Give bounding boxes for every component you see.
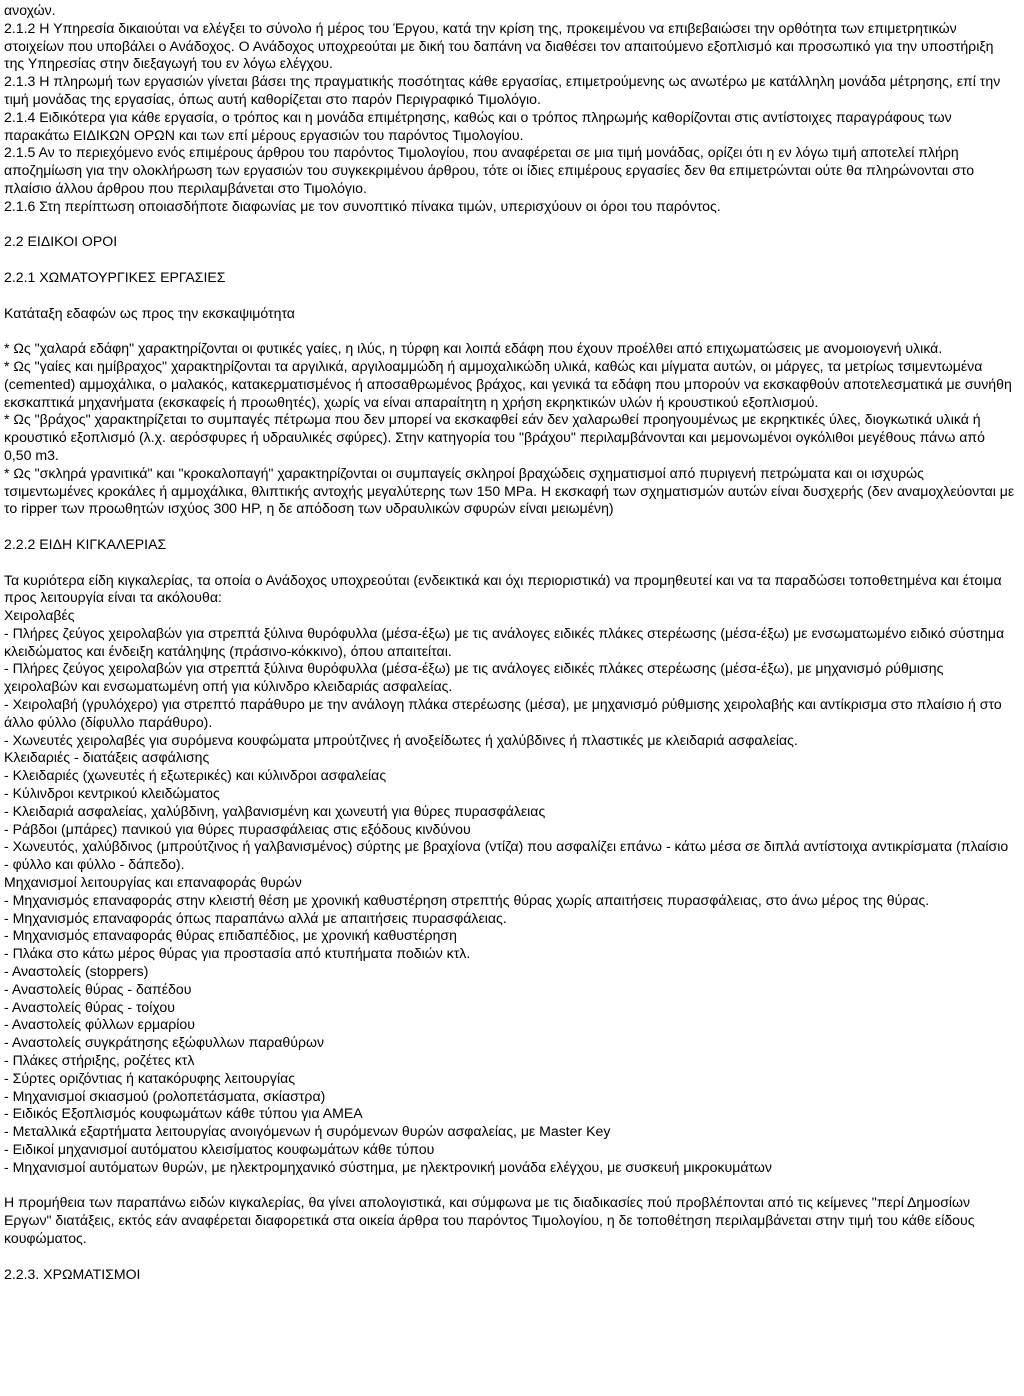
clause-2-1-3: 2.1.3 Η πληρωμή των εργασιών γίνεται βάσει της πραγματικής ποσότητας κάθε εργασίας, επιμετρούμενης ως ανωτέρω με κατάλληλη μονάδα μέτρησης, επί την τιμή μονάδας της εργασίας, όπως αυτή καθορίζεται στο παρόν Περιγραφικό Τιμολόγιο. <box>4 73 1001 107</box>
section-heading-earthworks: 2.2.1 ΧΩΜΑΤΟΥΡΓΙΚΕΣ ΕΡΓΑΣΙΕΣ <box>4 268 226 285</box>
text-line: ανοχών. <box>4 2 56 18</box>
clause-2-1-4: 2.1.4 Ειδικότερα για κάθε εργασία, ο τρόπος και η μονάδα επιμέτρησης, καθώς και ο τρόπος πληρωμής καθορίζονται στις αντίστοιχες παραγράφους των παρακάτω ΕΙΔΙΚΩΝ ΟΡΩΝ και των επί μέρους εργασιών του παρόντος Τιμολογίου. <box>4 108 952 143</box>
list-item: - Κλειδαριά ασφαλείας, χαλύβδινη, γαλβανισμένη και χωνευτή για θύρες πυρασφάλειας <box>4 802 546 819</box>
spacer <box>4 518 1016 536</box>
hardware-category-handles: Χειρολαβές <box>4 607 75 624</box>
list-item: - Πλάκα στο κάτω μέρος θύρας για προστασία από κτυπήματα ποδιών κτλ. <box>4 945 471 962</box>
spacer <box>4 287 1016 305</box>
clause-2-1-2: 2.1.2 Η Υπηρεσία δικαιούται να ελέγξει το σύνολο ή μέρος του Έργου, κατά την κρίση της, προκειμένου να επιβεβαιώσει την ορθότητα των επιμετρητικών στοιχείων που υποβάλει ο Ανάδοχος. Ο Ανάδοχος υποχρεούται με δική του δαπάνη να διαθέσει τον απαιτούμενο εξοπλισμό και προσωπικό για την υποστήριξη της Υπηρεσίας στην διεξαγωγή του εν λόγω ελέγχου. <box>4 19 994 72</box>
section-heading-hardware: 2.2.2 ΕΙΔΗ ΚΙΓΚΑΛΕΡΙΑΣ <box>4 535 167 552</box>
spacer <box>4 554 1016 572</box>
list-item: - Μηχανισμοί σκιασμού (ρολοπετάσματα, σκίαστρα) <box>4 1087 326 1104</box>
spacer <box>4 251 1016 269</box>
section-heading-special-terms: 2.2 ΕΙΔΙΚΟΙ ΟΡΟΙ <box>4 233 118 250</box>
hardware-intro: Τα κυριότερα είδη κιγκαλερίας, τα οποία ο Ανάδοχος υποχρεούται (ενδεικτικά και όχι περιοριστικά) να προμηθευτεί και να τα παραδώσει τοποθετημένα και έτοιμα προς λειτουργία είναι τα ακόλουθα: <box>4 571 1002 606</box>
soil-rock: * Ως "βράχος" χαρακτηρίζεται το συμπαγές πέτρωμα που δεν μπορεί να εκσκαφθεί εάν δεν χαλαρωθεί προηγουμένως με εκρηκτικές ύλες, διογκωτικά υλικά ή κρουστικό εξοπλισμό (λ.χ. αερόσφυρες ή υδραυλικές σφύρες). Στην κατηγορία του "βράχου" περιλαμβάνονται και μεμονωμένοι ογκόλιθοι μεγέθους πάνω από 0,50 m3. <box>4 411 985 463</box>
spacer <box>4 1248 1016 1266</box>
subheading-classification: Κατάταξη εδαφών ως προς την εκσκαψιμότητα <box>4 304 295 321</box>
soil-granite: * Ως "σκληρά γρανιτικά" και "κροκαλοπαγή" χαρακτηρίζονται οι συμπαγείς σκληροί βραχώδεις σχηματισμοί από πυριγενή πετρώματα και οι ισχυρώς τσιμεντωμένες κροκάλες ή αμμοχάλικα, θλιπτικής αντοχής μεγαλύτερης των 150 MPa. Η εκσκαφή των σχηματισμών αυτών είναι δυσχερής (δεν αναμοχλεύονται με το ripper των προωθητών ισχύος 300 HP, η δε απόδοση των υδραυλικών σφυρών είναι μειωμένη) <box>4 464 1015 517</box>
soil-semirock: * Ως "γαίες και ημίβραχος" χαρακτηρίζονται τα αργιλικά, αργιλοαμμώδη ή αμμοχαλικώδη υλικά, καθώς και μίγματα αυτών, οι μάργες, τα μετρίως τσιμεντωμένα (cemented) αμμοχάλικα, ο μαλακός, κατακερματισμένος ή αποσαθρωμένος βράχος, και γενικά τα εδάφη που μπορούν να εκσκαφθούν αποτελεσματικά με συνήθη εκσκαπτικά μηχανήματα (εκσκαφείς ή προωθητές), χωρίς να είναι απαραίτητη η χρήση εκρηκτικών υλών ή κρουστικού εξοπλισμού. <box>4 357 1012 410</box>
list-item: - Ειδικός Εξοπλισμός κουφωμάτων κάθε τύπου για ΑΜΕΑ <box>4 1105 363 1122</box>
document-body <box>4 2 1016 1283</box>
list-item: - Κλειδαριές (χωνευτές ή εξωτερικές) και κύλινδροι ασφαλείας <box>4 767 387 784</box>
list-item: - Μεταλλικά εξαρτήματα λειτουργίας ανοιγόμενων ή συρόμενων θυρών ασφαλείας, με Master Key <box>4 1123 611 1140</box>
list-item: - Χειρολαβή (γρυλόχερο) για στρεπτό παράθυρο με την ανάλογη πλάκα στερέωσης (μέσα), με μηχανισμό ρύθμισης χειρολαβής και αντίκρισμα στο πλαίσιο ή στο άλλο φύλλο (δίφυλλο παράθυρο). <box>4 696 1002 730</box>
list-item: - Αναστολείς φύλλων ερμαρίου <box>4 1016 195 1033</box>
list-item: - Πλήρες ζεύγος χειρολαβών για στρεπτά ξύλινα θυρόφυλλα (μέσα-έξω) με τις ανάλογες ειδικές πλάκες στερέωσης (μέσα-έξω) με ενσωματωμένο ειδικό σύστημα κλειδώματος και ένδειξη κατάληψης (πράσινο-κόκκινο), όπου απαιτείται. <box>4 624 1005 659</box>
list-item: - Πλήρες ζεύγος χειρολαβών για στρεπτά ξύλινα θυρόφυλλα (μέσα-έξω) με τις ανάλογες ειδικές πλάκες στερέωσης (μέσα-έξω), με μηχανισμό ρύθμισης χειρολαβών και ενσωματωμένη οπή για κύλινδρο κλειδαριάς ασφαλείας. <box>4 660 944 695</box>
spacer <box>4 322 1016 340</box>
list-item: - Χωνευτός, χαλύβδινος (μπρούτζινος ή γαλβανισμένος) σύρτης με βραχίονα (ντίζα) που ασφαλίζει επάνω - κάτω μέσα σε διπλά αντίστοιχα αντικρίσματα (πλαίσιο - φύλλο και φύλλο - δάπεδο). <box>4 838 1009 873</box>
list-item: - Πλάκες στήριξης, ροζέτες κτλ <box>4 1052 195 1069</box>
list-item: - Αναστολείς συγκράτησης εξώφυλλων παραθύρων <box>4 1034 325 1051</box>
list-item: - Αναστολείς θύρας - τοίχου <box>4 998 175 1015</box>
list-item: - Ράβδοι (μπάρες) πανικού για θύρες πυρασφάλειας στις εξόδους κινδύνου <box>4 820 471 837</box>
list-item: - Κύλινδροι κεντρικού κλειδώματος <box>4 785 220 802</box>
list-item: - Μηχανισμός επαναφοράς όπως παραπάνω αλλά με απαιτήσεις πυρασφάλειας. <box>4 909 507 926</box>
paragraph-supply: Η προμήθεια των παραπάνω ειδών κιγκαλερίας, θα γίνει απολογιστικά, και σύμφωνα με τις διαδικασίες πού προβλέπονται από τις κείμενες "περί Δημοσίων Εργων" διατάξεις, εκτός εάν αναφέρεται διαφορετικά στα οικεία άρθρα του παρόντος Τιμολογίου, η δε τοποθέτηση περιλαμβάνεται στην τιμή του κάθε είδους κουφώματος. <box>4 1194 975 1246</box>
list-item: - Σύρτες οριζόντιας ή κατακόρυφης λειτουργίας <box>4 1069 296 1086</box>
clause-2-1-5: 2.1.5 Αν το περιεχόμενο ενός επιμέρους άρθρου του παρόντος Τιμολογίου, που αναφέρεται σε μια τιμή μονάδας, ορίζει ότι η εν λόγω τιμή αποτελεί πλήρη αποζημίωση για την ολοκλήρωση των εργασιών του συγκεκριμένου άρθρου, τότε οι ίδιες επιμέρους εργασίες δεν θα επιμετρώνται ούτε θα πληρώνονται στο πλαίσιο άλλου άρθρου που περιλαμβάνεται στο Τιμολόγιο. <box>4 144 975 196</box>
hardware-category-mechanisms: Μηχανισμοί λειτουργίας και επαναφοράς θυρών <box>4 874 302 891</box>
list-item: - Αναστολείς θύρας - δαπέδου <box>4 980 192 997</box>
list-item: - Μηχανισμοί αυτόματων θυρών, με ηλεκτρομηχανικό σύστημα, με ηλεκτρονική μονάδα ελέγχου, με συσκευή μικροκυμάτων <box>4 1158 772 1175</box>
soil-loose: * Ως "χαλαρά εδάφη" χαρακτηρίζονται οι φυτικές γαίες, η ιλύς, η τύρφη και λοιπά εδάφη που έχουν προέλθει από επιχωματώσεις με ανομοιογενή υλικά. <box>4 340 943 357</box>
hardware-category-locks: Κλειδαριές - διατάξεις ασφάλισης <box>4 749 210 766</box>
list-item: - Μηχανισμός επαναφοράς θύρας επιδαπέδιος, με χρονική καθυστέρηση <box>4 927 457 944</box>
clause-2-1-6: 2.1.6 Στη περίπτωση οποιασδήποτε διαφωνίας με τον συνοπτικό πίνακα τιμών, υπερισχύουν οι όροι του παρόντος. <box>4 197 721 214</box>
section-heading-painting: 2.2.3. ΧΡΩΜΑΤΙΣΜΟΙ <box>4 1265 141 1282</box>
list-item: - Μηχανισμός επαναφοράς στην κλειστή θέση με χρονική καθυστέρηση στρεπτής θύρας χωρίς απαιτήσεις πυρασφάλειας, στο άνω μέρος της θύρας. <box>4 891 930 908</box>
list-item: - Αναστολείς (stoppers) <box>4 963 149 980</box>
list-item: - Χωνευτές χειρολαβές για συρόμενα κουφώματα μπρούτζινες ή ανοξείδωτες ή χαλύβδινες ή πλαστικές με κλειδαριά ασφαλείας. <box>4 731 798 748</box>
spacer <box>4 216 1016 234</box>
spacer <box>4 1177 1016 1195</box>
list-item: - Ειδικοί μηχανισμοί αυτόματου κλεισίματος κουφωμάτων κάθε τύπου <box>4 1141 435 1157</box>
